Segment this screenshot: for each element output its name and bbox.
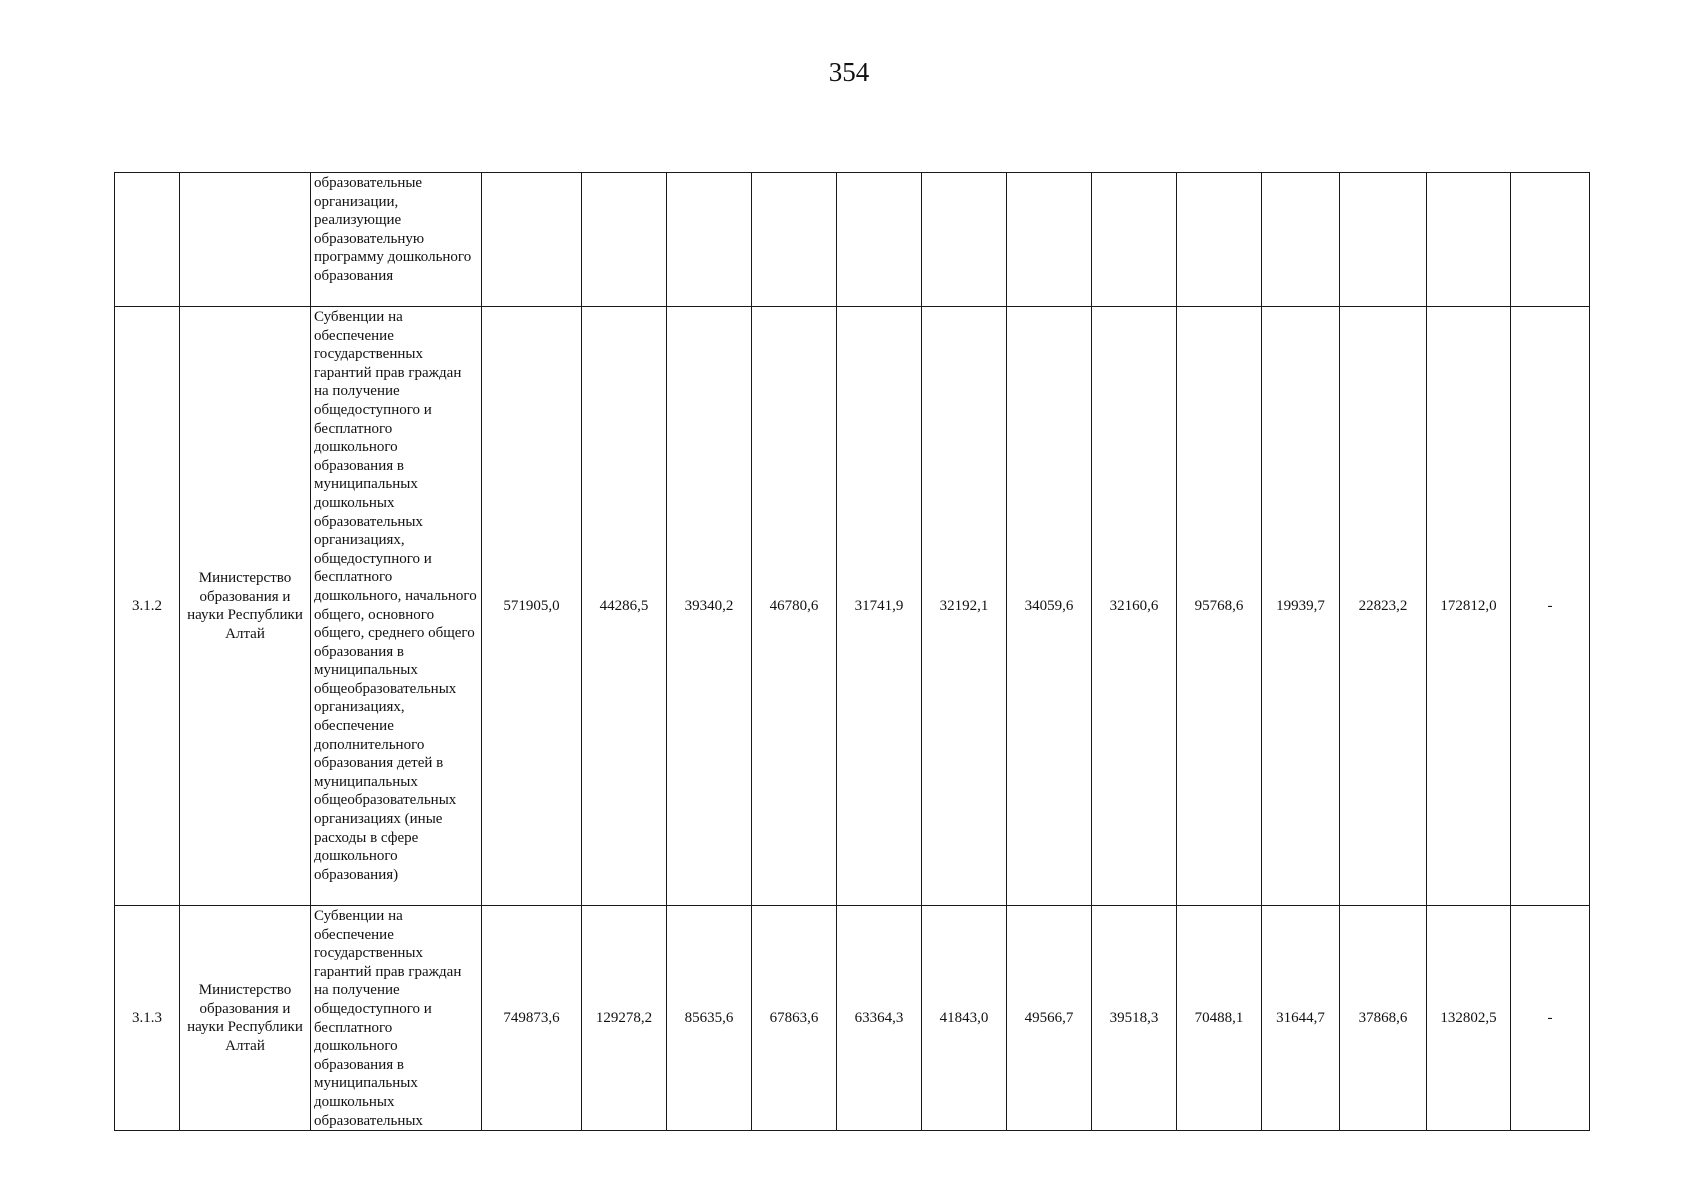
value-cell: 67863,6 xyxy=(752,906,837,1131)
table-row xyxy=(115,173,1590,307)
value-cell: 70488,1 xyxy=(1177,906,1262,1131)
value-cell: 49566,7 xyxy=(1007,906,1092,1131)
value-cell: 39518,3 xyxy=(1092,906,1177,1131)
value-cell: 46780,6 xyxy=(752,307,837,906)
value-cell xyxy=(1427,173,1511,307)
row-organization: Министерство образования и науки Республики Алтай xyxy=(180,906,311,1131)
value-cell: 63364,3 xyxy=(837,906,922,1131)
page-number: 354 xyxy=(828,57,870,87)
value-cell: 172812,0 xyxy=(1427,307,1511,906)
value-cell: 44286,5 xyxy=(582,307,667,906)
value-cell: 39340,2 xyxy=(667,307,752,906)
value-cell xyxy=(837,173,922,307)
value-cell xyxy=(1092,173,1177,307)
value-cell xyxy=(1262,173,1340,307)
row-name: Субвенции на обеспечение государственных гарантий прав граждан на получение общедоступного и бесплатного дошкольного образования в муниципальных дошкольных образовательных организациях, общедоступного и бесплатного дошкольного, начального общего, основного общего, среднего общего образования в муниципальных общеобразовательных организациях, обеспечение дополнительного образования детей в муниципальных общеобразовательных организациях (иные расходы в сфере дошкольного образования) xyxy=(311,307,482,906)
value-cell xyxy=(922,173,1007,307)
value-cell: - xyxy=(1511,906,1590,1131)
value-cell: 31741,9 xyxy=(837,307,922,906)
value-cell: 95768,6 xyxy=(1177,307,1262,906)
value-cell xyxy=(667,173,752,307)
row-code: 3.1.3 xyxy=(115,906,180,1131)
value-cell: 571905,0 xyxy=(482,307,582,906)
value-cell xyxy=(1340,173,1427,307)
value-cell: 22823,2 xyxy=(1340,307,1427,906)
value-cell: 41843,0 xyxy=(922,906,1007,1131)
value-cell: 749873,6 xyxy=(482,906,582,1131)
value-cell xyxy=(1177,173,1262,307)
value-cell: 19939,7 xyxy=(1262,307,1340,906)
value-cell xyxy=(752,173,837,307)
value-cell: 31644,7 xyxy=(1262,906,1340,1131)
value-cell: 32192,1 xyxy=(922,307,1007,906)
value-cell xyxy=(1007,173,1092,307)
value-cell: 132802,5 xyxy=(1427,906,1511,1131)
row-organization xyxy=(180,173,311,307)
value-cell xyxy=(1511,173,1590,307)
value-cell xyxy=(582,173,667,307)
value-cell: 34059,6 xyxy=(1007,307,1092,906)
value-cell: 32160,6 xyxy=(1092,307,1177,906)
value-cell: 37868,6 xyxy=(1340,906,1427,1131)
value-cell xyxy=(482,173,582,307)
row-organization: Министерство образования и науки Республики Алтай xyxy=(180,307,311,906)
value-cell: 129278,2 xyxy=(582,906,667,1131)
row-code: 3.1.2 xyxy=(115,307,180,906)
row-name: Субвенции на обеспечение государственных гарантий прав граждан на получение общедоступного и бесплатного дошкольного образования в муниципальных дошкольных образовательных xyxy=(311,906,482,1131)
table-row xyxy=(115,906,1590,1131)
value-cell: 85635,6 xyxy=(667,906,752,1131)
budget-table xyxy=(114,172,1590,1131)
row-code xyxy=(115,173,180,307)
value-cell: - xyxy=(1511,307,1590,906)
table-row xyxy=(115,307,1590,906)
row-name: образовательные организации, реализующие образовательную программу дошкольного образования xyxy=(311,173,482,307)
